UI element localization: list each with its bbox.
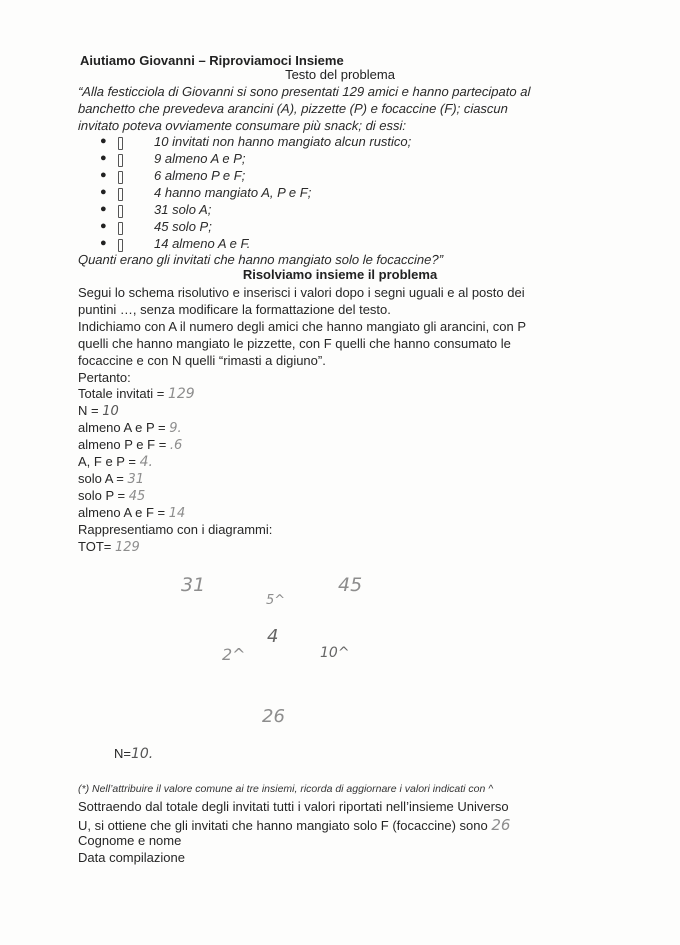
item-text: 45 solo P;: [154, 219, 212, 234]
field-value[interactable]: 14: [168, 506, 186, 521]
item-text: 6 almeno P e F;: [154, 168, 246, 183]
diagram-intro: Rappresentiamo con i diagrammi:: [78, 522, 273, 537]
bullet-dot-icon: ●: [100, 203, 107, 215]
n-label: N=: [114, 746, 131, 761]
field-value[interactable]: 129: [114, 540, 140, 555]
field-at-least-p-f: [78, 437, 182, 453]
answer-value[interactable]: 26: [491, 816, 511, 834]
field-total-invited: [78, 386, 195, 402]
instruction-line-6: Pertanto:: [78, 370, 131, 385]
item-text: 14 almeno A e F.: [154, 236, 251, 251]
n-value-row: [114, 746, 153, 762]
field-value[interactable]: 45: [128, 489, 146, 504]
bullet-dot-icon: ●: [100, 237, 107, 249]
field-value[interactable]: .6: [169, 438, 183, 453]
field-value[interactable]: 129: [167, 386, 195, 402]
problem-intro-line-2: banchetto che prevedeva arancini (A), pizzette (P) e focaccine (F); ciascun: [77, 101, 509, 116]
bullet-dot-icon: ●: [100, 169, 107, 181]
bullet-dot-icon: ●: [100, 135, 107, 147]
conclusion-line-1: Sottraendo dal totale degli invitati tutti i valori riportati nell’insieme Universo: [78, 799, 509, 814]
bullet-dot-icon: ●: [100, 220, 107, 232]
n-value[interactable]: 10.: [130, 746, 154, 762]
field-value[interactable]: 4.: [139, 454, 153, 470]
field-label: almeno A e F =: [78, 505, 166, 520]
item-text: 9 almeno A e P;: [154, 151, 246, 166]
field-at-least-a-f: [78, 505, 185, 521]
field-value[interactable]: 31: [127, 472, 145, 487]
bullet-box-icon: [118, 137, 123, 150]
date-label: Data compilazione: [78, 850, 185, 865]
only-a-value[interactable]: 31: [181, 574, 206, 596]
field-label: almeno A e P =: [78, 420, 166, 435]
conclusion-line-2: [78, 816, 510, 834]
a-and-f-value[interactable]: 2^: [222, 645, 246, 664]
problem-intro-line-3: invitato poteva ovviamente consumare più snack; di essi:: [77, 118, 407, 133]
item-text: 10 invitati non hanno mangiato alcun rustico;: [154, 134, 412, 149]
field-only-a: [78, 471, 144, 487]
item-text: 4 hanno mangiato A, P e F;: [154, 185, 312, 200]
bullet-box-icon: [118, 154, 123, 167]
field-label: N =: [78, 403, 99, 418]
field-label: Totale invitati =: [78, 386, 165, 401]
instruction-line-4: quelli che hanno mangiato le pizzette, con F quelli che hanno consumato le: [78, 336, 511, 351]
field-only-p: [78, 488, 145, 504]
bullet-box-icon: [118, 239, 123, 252]
solution-title: Risolviamo insieme il problema: [242, 267, 438, 282]
bullet-box-icon: [118, 222, 123, 235]
bullet-box-icon: [118, 205, 123, 218]
bullet-dot-icon: ●: [100, 186, 107, 198]
item-text: 31 solo A;: [154, 202, 212, 217]
only-f-value[interactable]: 26: [262, 706, 285, 727]
instruction-line-2: puntini …, senza modificare la formattazione del testo.: [78, 302, 391, 317]
field-value[interactable]: 9.: [169, 421, 182, 436]
problem-intro-line-1: “Alla festicciola di Giovanni si sono presentati 129 amici e hanno partecipato al: [77, 84, 531, 99]
problem-subtitle: Testo del problema: [285, 67, 395, 82]
field-label: A, F e P =: [78, 454, 136, 469]
name-label: Cognome e nome: [78, 833, 182, 848]
a-and-p-value[interactable]: 5^: [266, 593, 286, 608]
field-label: TOT=: [78, 539, 112, 554]
bullet-dot-icon: ●: [100, 152, 107, 164]
footnote: (*) Nell’attribuire il valore comune ai tre insiemi, ricorda di aggiornare i valori indicati con ^: [78, 783, 494, 795]
only-p-value[interactable]: 45: [338, 574, 363, 596]
field-value[interactable]: 10: [102, 404, 119, 419]
field-n: [78, 403, 119, 419]
instruction-line-5: focaccine e con N quelli “rimasti a digiuno”.: [78, 353, 326, 368]
bullet-box-icon: [118, 188, 123, 201]
field-label: solo P =: [78, 488, 126, 503]
p-and-f-value[interactable]: 10^: [320, 645, 350, 661]
field-label: almeno P e F =: [78, 437, 167, 452]
document-title: Aiutiamo Giovanni – Riproviamoci Insieme: [80, 53, 344, 68]
field-label: solo A =: [78, 471, 124, 486]
conclusion-text: U, si ottiene che gli invitati che hanno mangiato solo F (focaccine) sono: [78, 818, 488, 833]
field-at-least-a-p: [78, 420, 182, 436]
instruction-line-3: Indichiamo con A il numero degli amici che hanno mangiato gli arancini, con P: [78, 319, 527, 334]
field-a-f-p: [78, 454, 153, 470]
a-p-f-value[interactable]: 4: [267, 626, 279, 647]
instruction-line-1: Segui lo schema risolutivo e inserisci i valori dopo i segni uguali e al posto dei: [78, 285, 525, 300]
problem-question: Quanti erano gli invitati che hanno mangiato solo le focaccine?”: [77, 252, 444, 267]
field-tot: [78, 539, 140, 555]
bullet-box-icon: [118, 171, 123, 184]
